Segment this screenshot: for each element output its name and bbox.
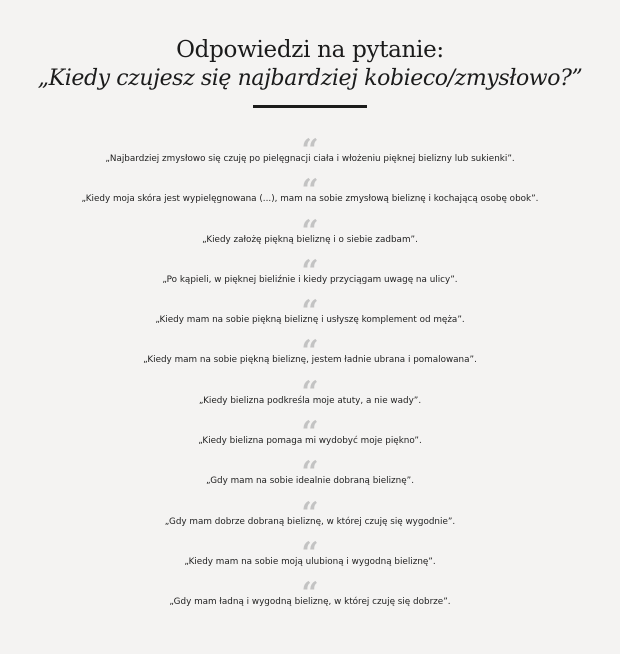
quotation-mark-icon: “ <box>301 535 319 571</box>
quote-item <box>0 213 620 257</box>
quote-item <box>0 415 620 458</box>
quote-list <box>0 133 620 620</box>
quote-item <box>0 253 620 297</box>
quotation-mark-icon: “ <box>301 415 319 451</box>
quotation-mark-icon: “ <box>301 495 319 531</box>
page-title: Odpowiedzi na pytanie: <box>176 37 444 63</box>
quote-item <box>0 173 620 216</box>
quotation-mark-icon: “ <box>301 334 319 370</box>
quote-text: „Kiedy bielizna podkreśla moje atuty, a nie wady”. <box>198 395 422 406</box>
quote-item <box>0 455 620 498</box>
quotation-mark-icon: “ <box>301 294 319 330</box>
quote-item <box>0 133 620 176</box>
quote-text: „Kiedy mam na sobie piękną bieliznę i usłyszę komplement od męża”. <box>155 315 465 326</box>
quotation-mark-icon: “ <box>301 576 319 612</box>
quote-item <box>0 535 620 579</box>
quote-item <box>0 495 620 539</box>
quote-item <box>0 374 620 418</box>
quote-item <box>0 576 620 619</box>
quotation-mark-icon: “ <box>301 213 319 249</box>
quotation-mark-icon: “ <box>301 455 319 491</box>
quote-text: „Gdy mam dobrze dobraną bieliznę, w której czuję się wygodnie”. <box>164 516 456 527</box>
quote-text: „Kiedy założę piękną bieliznę i o siebie zadbam”. <box>202 234 418 245</box>
quote-text: „Kiedy mam na sobie piękną bieliznę, jestem ładnie ubrana i pomalowana”. <box>143 355 477 366</box>
quote-item <box>0 334 620 377</box>
quote-text: „Najbardziej zmysłowo się czuję po pielęgnacji ciała i włożeniu pięknej bielizny lub sukienki”. <box>105 154 515 164</box>
quote-text: „Kiedy moja skóra jest wypielęgnowana (...), mam na sobie zmysłową bieliznę i kochającą osobę obok”. <box>81 194 539 205</box>
quote-item <box>0 294 620 337</box>
quote-text: „Gdy mam na sobie idealnie dobraną bieliznę”. <box>205 476 415 487</box>
quote-text: „Kiedy mam na sobie moją ulubioną i wygodną bieliznę”. <box>184 556 436 567</box>
page-header <box>0 36 620 93</box>
quotation-mark-icon: “ <box>301 133 319 168</box>
quote-text: „Po kąpieli, w pięknej bieliźnie i kiedy przyciągam uwagę na ulicy”. <box>162 274 458 285</box>
quote-text: „Gdy mam ładną i wygodną bieliznę, w której czuję się dobrze”. <box>169 597 451 608</box>
quote-text: „Kiedy bielizna pomaga mi wydobyć moje piękno”. <box>198 436 422 447</box>
title-divider <box>253 105 367 108</box>
quotation-mark-icon: “ <box>301 253 319 289</box>
page-subtitle: „Kiedy czujesz się najbardziej kobieco/zmysłowo?” <box>37 66 583 91</box>
quotation-mark-icon: “ <box>301 173 319 209</box>
quotation-mark-icon: “ <box>301 374 319 410</box>
